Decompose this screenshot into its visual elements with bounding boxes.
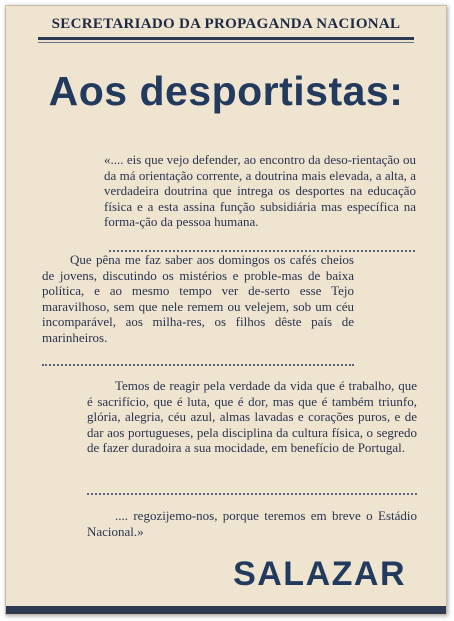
quote-paragraph-1: «.... eis que vejo defender, ao encontro da deso-rientação ou da má orientação corrente, a doutrina mais elevada, a alta, a verdadeira doutrina que intrega os desportes na educação física e a esta assina função subsidiária mas específica na forma-ção da pessoa humana. — [104, 152, 416, 229]
poster-header: SECRETARIADO DA PROPAGANDA NACIONAL — [51, 16, 401, 32]
quote-paragraph-2: Que pêna me faz saber aos domingos os cafés cheios de jovens, discutindo os mistérios e proble-mas de baixa política, e ao mesmo tempo ver de-serto esse Tejo maravilhoso, sem que nele remem ou velejem, sob um céu incomparável, aos milha-res, os filhos dêste país de marinheiros. — [42, 252, 354, 345]
bottom-rule — [6, 606, 446, 614]
quote-paragraph-3: Temos de reagir pela verdade da vida que é trabalho, que é sacrifício, que é luta, que é dor, mas que é também triunfo, glória, alegria, céu azul, almas lavadas e corações puros, e de dar aos portugueses, pela disciplina da cultura física, o segredo de fazer duradoira a sua mocidade, em benefício de Portugal. — [87, 378, 417, 455]
poster-title: Aos desportistas: — [48, 68, 404, 114]
poster — [5, 5, 447, 615]
header-rule — [38, 37, 414, 40]
signature: SALAZAR — [233, 555, 406, 593]
quote-paragraph-4: .... regozijemo-nos, porque teremos em breve o Estádio Nacional.» — [87, 508, 417, 539]
dotted-divider-2 — [42, 364, 354, 366]
header-rule-thin — [38, 42, 414, 43]
dotted-divider-3 — [87, 493, 417, 495]
